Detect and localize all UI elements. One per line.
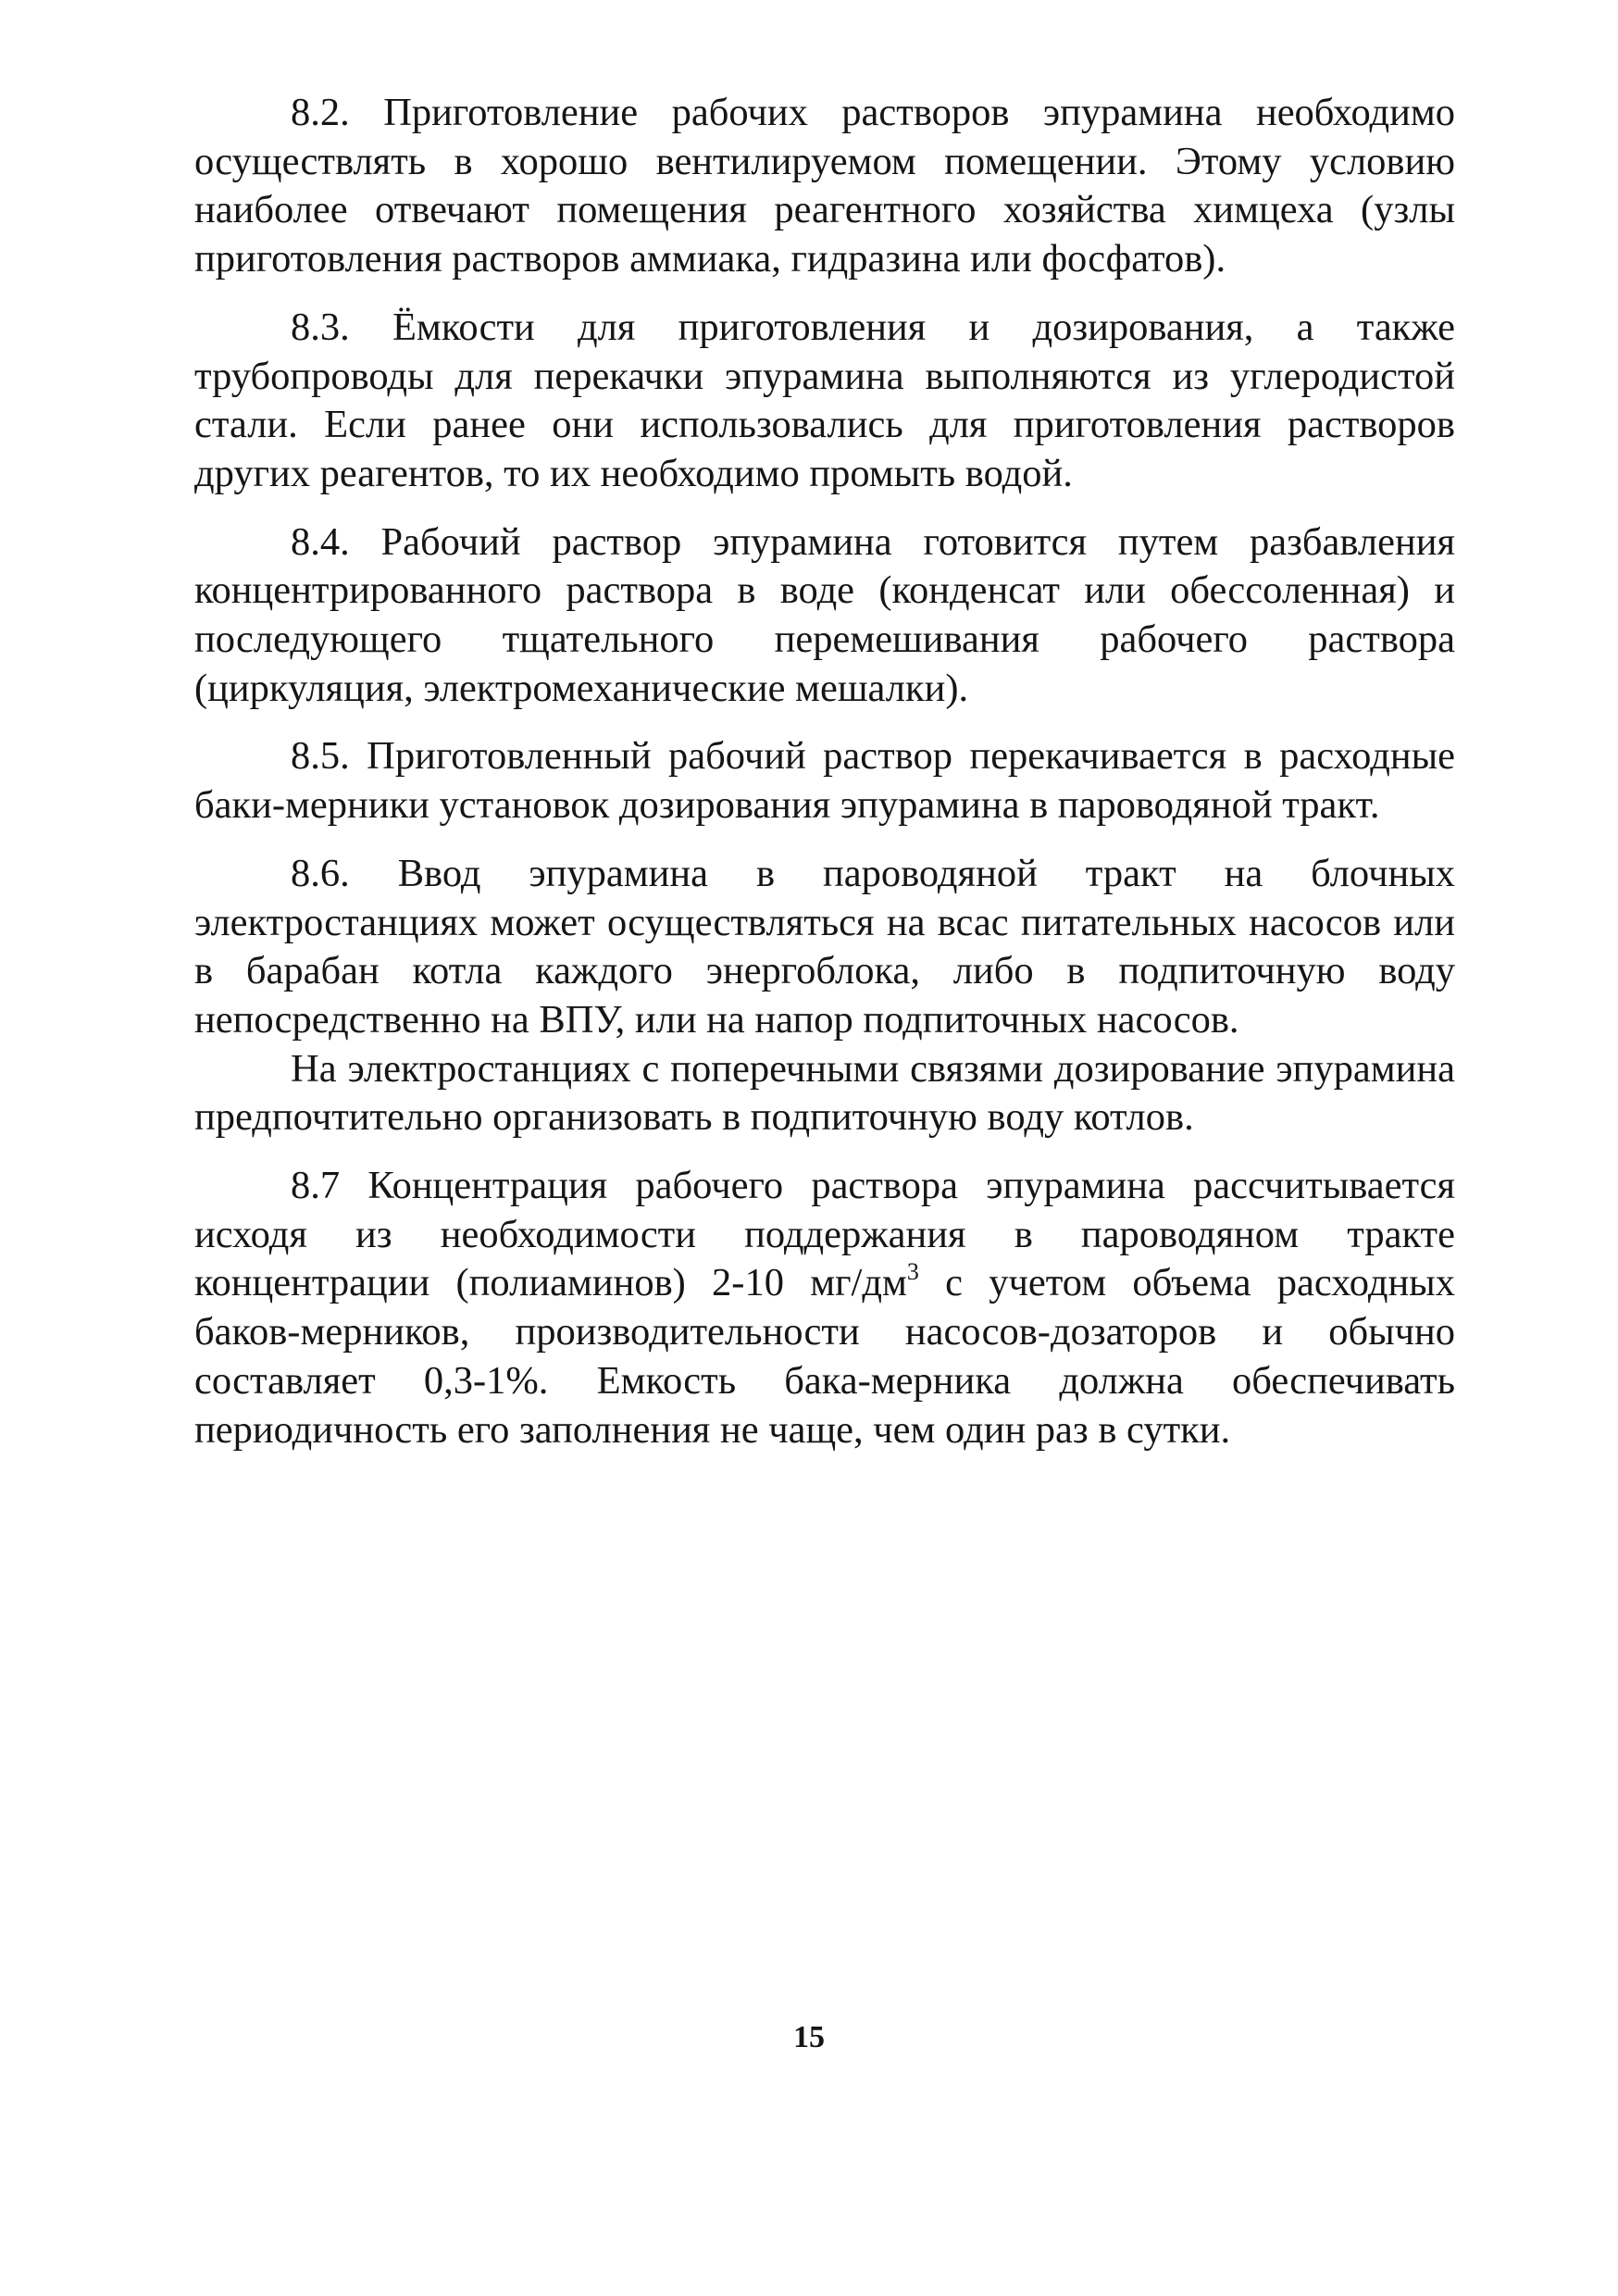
paragraph-8-3: 8.3. Ёмкости для приготовления и дозирования, а также трубопроводы для перекачки эпурамина выполняются из углеродистой стали. Если ранее они использовались для приготовления растворов других реагентов, то их необходимо промыть водой.: [194, 305, 1455, 495]
paragraph-8-7: [194, 1162, 1455, 1454]
paragraph-8-4: 8.4. Рабочий раствор эпурамина готовится путем разбавления концентрированного раствора в воде (конденсат или обессоленная) и последующего тщательного перемешивания рабочего раствора (циркуляция, электромеханические мешалки).: [194, 519, 1455, 710]
paragraph-8-7-text-end: с учетом объема расходных баков-мерников, производительности насосов-дозаторов и обычно составляет 0,3-1%. Емкость бака-мерника должна обеспечивать периодичность его заполнения не чаще, чем один раз в сутки.: [194, 1261, 1455, 1452]
page-number: 15: [793, 2020, 825, 2054]
paragraph-8-2: 8.2. Приготовление рабочих растворов эпурамина необходимо осуществлять в хорошо вентилируемом помещении. Этому условию наиболее отвечают помещения реагентного хозяйства химцеха (узлы приготовления растворов аммиака, гидразина или фосфатов).: [194, 91, 1455, 281]
cubic-superscript: 3: [906, 1258, 919, 1286]
paragraph-8-6: 8.6. Ввод эпурамина в пароводяной тракт на блочных электростанциях может осуществляться на всас питательных насосов или в барабан котла каждого энергоблока, либо в подпиточную воду непосредственно на ВПУ, или на напор подпиточных насосов.: [194, 851, 1455, 1042]
paragraph-8-7-text-start: 8.7 Концентрация рабочего раствора эпурамина рассчитывается исходя из необходимости поддержания в пароводяном тракте концентрации (полиаминов) 2-10 мг/дм: [194, 1164, 1455, 1305]
paragraph-8-5: 8.5. Приготовленный рабочий раствор перекачивается в расходные баки-мерники установок дозирования эпурамина в пароводяной тракт.: [194, 734, 1455, 828]
paragraph-8-6-note: На электростанциях с поперечными связями дозирование эпурамина предпочтительно организовать в подпиточную воду котлов.: [194, 1046, 1455, 1140]
document-body: [194, 89, 1455, 1474]
